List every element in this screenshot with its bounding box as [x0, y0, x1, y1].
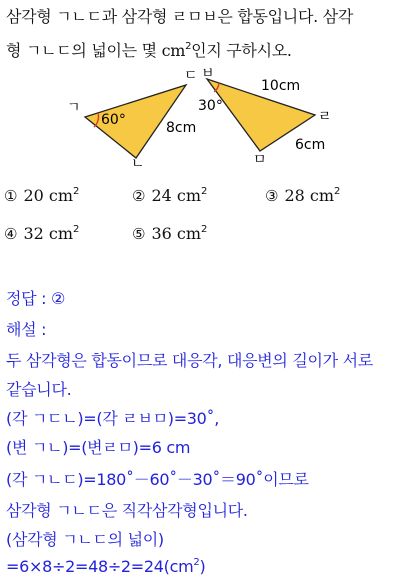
- choice-3-value: 28 cm: [284, 186, 335, 205]
- choice-4-value: 32 cm: [23, 224, 74, 243]
- choice-3-exp: 2: [334, 186, 341, 197]
- choice-5[interactable]: [132, 224, 207, 243]
- left-side-label: 8cm: [166, 120, 197, 136]
- choice-3[interactable]: [265, 186, 340, 205]
- choice-1-exp: 2: [73, 186, 80, 197]
- explanation-final-post: ): [199, 557, 206, 576]
- choice-2-value: 24 cm: [151, 186, 202, 205]
- explanation-line-6: 삼각형 ㄱㄴㄷ은 직각삼각형입니다.: [6, 501, 248, 520]
- right-top-side-label: 10cm: [261, 78, 301, 94]
- vertex-label-f: ㅂ: [201, 66, 215, 82]
- question-unit: cm: [161, 41, 186, 60]
- choice-1-num: ①: [4, 187, 18, 205]
- question-line-1: 삼각형 ㄱㄴㄷ과 삼각형 ㄹㅁㅂ은 합동입니다. 삼각: [6, 7, 353, 26]
- explanation-line-3: (각 ㄱㄷㄴ)=(각 ㄹㅂㅁ)=30˚,: [6, 409, 220, 428]
- explanation-final-exp: 2: [193, 557, 200, 568]
- explanation-line-7: (삼각형 ㄱㄴㄷ의 넓이): [6, 530, 164, 549]
- triangles-figure: [0, 66, 400, 171]
- choice-2-exp: 2: [201, 186, 208, 197]
- choice-5-exp: 2: [201, 224, 208, 235]
- choice-4[interactable]: [4, 224, 79, 243]
- choice-5-num: ⑤: [132, 225, 146, 243]
- question-line-2-post: 인지 구하시오.: [191, 41, 292, 60]
- vertex-label-e: ㅁ: [253, 152, 267, 168]
- vertex-label-b: ㄴ: [131, 156, 145, 171]
- answer-label: 정답 : ②: [6, 289, 66, 308]
- choice-5-value: 36 cm: [151, 224, 202, 243]
- explanation-line-2: 같습니다.: [6, 380, 72, 399]
- vertex-label-d: ㄹ: [318, 109, 332, 125]
- choice-4-exp: 2: [73, 224, 80, 235]
- choice-2[interactable]: [132, 186, 207, 205]
- right-bottom-side-label: 6cm: [295, 137, 326, 153]
- explanation-line-4: (변 ㄱㄴ)=(변ㄹㅁ)=6 cm: [6, 438, 191, 457]
- question-line-2-pre: 형 ㄱㄴㄷ의 넓이는 몇: [6, 41, 162, 60]
- explanation-final-pre: =6×8÷2=48÷2=24(cm: [6, 557, 194, 576]
- explanation-final: [6, 557, 205, 576]
- question-line-2: [6, 38, 292, 61]
- choice-3-num: ③: [265, 187, 279, 205]
- question-unit-exp: 2: [185, 41, 192, 52]
- choice-1-value: 20 cm: [23, 186, 74, 205]
- explanation-label: 해설 :: [6, 320, 47, 339]
- choice-4-num: ④: [4, 225, 18, 243]
- choice-1[interactable]: [4, 186, 79, 205]
- explanation-line-5: (각 ㄱㄴㄷ)=180˚－60˚－30˚＝90˚이므로: [6, 470, 309, 489]
- explanation-line-1: 두 삼각형은 합동이므로 대응각, 대응변의 길이가 서로: [6, 351, 373, 370]
- right-angle-label: 30°: [198, 98, 223, 114]
- vertex-label-c: ㄷ: [184, 68, 198, 84]
- left-angle-label: 60°: [101, 112, 126, 128]
- choice-2-num: ②: [132, 187, 146, 205]
- vertex-label-a: ㄱ: [67, 100, 81, 116]
